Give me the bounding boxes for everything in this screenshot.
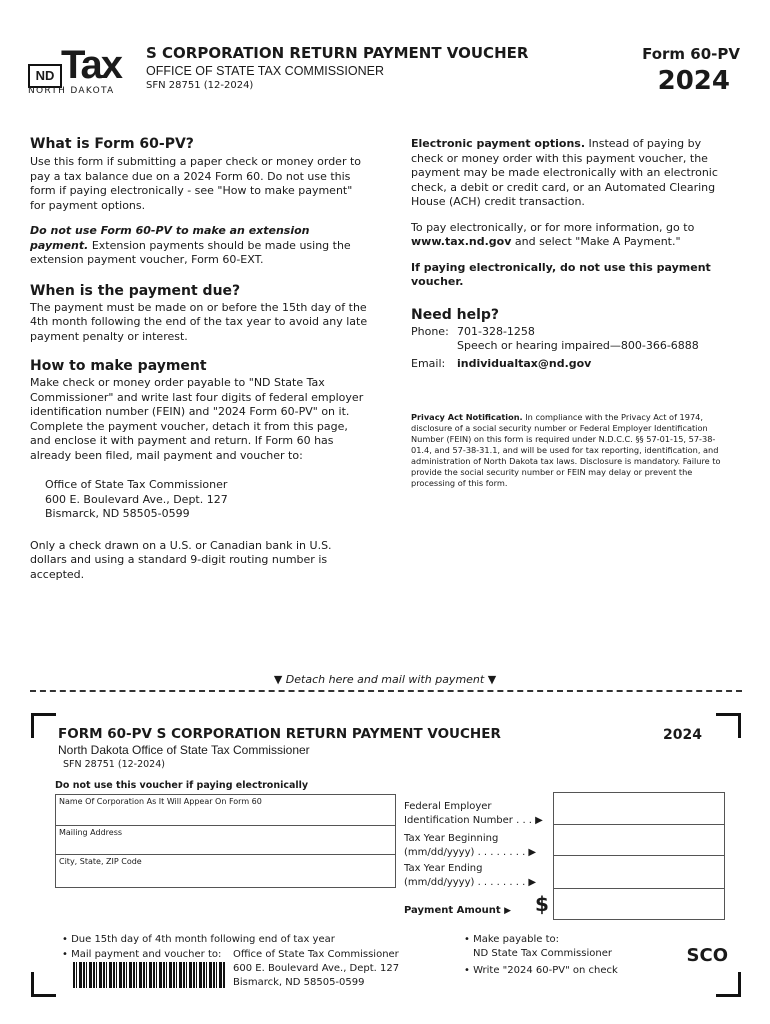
dollar-sign: $ xyxy=(535,892,549,916)
instructions-left-column xyxy=(30,136,370,582)
when-body: The payment must be made on or before the 15th day of the 4th month following the end of the tax year to avoid any late payment penalty or interest. xyxy=(30,300,368,343)
email-link[interactable]: individualtax@nd.gov xyxy=(457,356,592,370)
fein-label xyxy=(404,800,543,828)
pay-online-note xyxy=(411,221,736,250)
electronic-warning: If paying electronically, do not use this payment voucher. xyxy=(411,260,711,288)
address-line: 600 E. Boulevard Ave., Dept. 127 xyxy=(45,492,228,506)
voucher-sfn: SFN 28751 (12-2024) xyxy=(63,759,165,770)
pay-online-post: and select "Make A Payment." xyxy=(511,235,681,248)
crop-mark-bottom-left xyxy=(31,972,56,997)
extension-bold: Do not use Form 60-PV to make an extension payment. xyxy=(30,224,310,252)
begin-label-line: (mm/dd/yyyy) . . . . . . . . ▶ xyxy=(404,847,537,858)
pay-online-pre: To pay electronically, or for more information, go to xyxy=(411,220,695,234)
fein-input[interactable] xyxy=(553,792,724,823)
payable-line: ND State Tax Commissioner xyxy=(473,948,612,959)
fein-label-line: Identification Number . . . ▶ xyxy=(404,815,543,826)
voucher-office: North Dakota Office of State Tax Commissioner xyxy=(58,743,310,757)
address-line: Office of State Tax Commissioner xyxy=(45,478,228,491)
tax-year-ending-input[interactable] xyxy=(553,855,724,887)
mail-to-note: • Mail payment and voucher to: xyxy=(62,949,222,960)
form-title: S CORPORATION RETURN PAYMENT VOUCHER xyxy=(146,44,529,62)
bank-note: Only a check drawn on a U.S. or Canadian bank in U.S. dollars and using a standard 9-digit routing number is accepted. xyxy=(30,538,332,581)
address-line: Office of State Tax Commissioner xyxy=(233,949,399,960)
address-line: Bismarck, ND 58505-0599 xyxy=(45,507,190,520)
voucher-title: FORM 60-PV S CORPORATION RETURN PAYMENT VOUCHER xyxy=(58,726,501,742)
email-row xyxy=(411,357,736,372)
barcode xyxy=(73,962,225,988)
end-label-line: Tax Year Ending xyxy=(404,863,483,874)
voucher-mailing-address xyxy=(233,948,399,990)
detach-dashed-line xyxy=(30,690,742,692)
crop-mark-top-left xyxy=(31,713,56,738)
nd-tax-logo xyxy=(28,44,123,96)
logo-nd-mark: ND xyxy=(28,64,62,88)
how-body: Make check or money order payable to "ND State Tax Commissioner" and write last four digits of federal employer identification number (FEIN) and "2024 Form 60-PV" on it. Complete the payment voucher, detach it from this page, and enclose it with payment and return. If Form 60 has already been filed, mail payment and voucher to: xyxy=(30,376,364,462)
extension-body: Extension payments should be made using the extension payment voucher, Form 60-EXT. xyxy=(30,238,351,266)
logo-state-name: NORTH DAKOTA xyxy=(28,86,115,96)
privacy-body: In compliance with the Privacy Act of 1974, disclosure of a social security number or Federal Employer Identification Number (FEIN) on this form is required under N.D.C.C. §§ 57-01-15, 57-38-01.4, and 57-38-31.1, and will be used for tax reporting, identification, and administration of North Dakota tax laws. Disclosure is mandatory. Failure to provide the social security number or FEIN may delay or prevent the processing of this form. xyxy=(411,412,721,488)
phone-label: Phone: xyxy=(411,324,449,338)
phone-number: 701-328-1258 xyxy=(457,324,535,338)
electronic-body: Instead of paying by check or money order with this payment voucher, the payment may be made electronically with an electronic check, a debit or credit card, or an Automated Clearing House (ACH) credit transaction. xyxy=(411,137,718,208)
crop-mark-bottom-right xyxy=(716,972,741,997)
payment-amount-text: Payment Amount xyxy=(404,905,501,916)
contact-info xyxy=(411,325,736,372)
corporation-name-label: Name Of Corporation As It Will Appear On Form 60 xyxy=(59,797,262,806)
privacy-bold: Privacy Act Notification. xyxy=(411,412,523,422)
payment-amount-input[interactable] xyxy=(553,888,724,918)
what-heading: What is Form 60-PV? xyxy=(30,136,194,152)
help-heading: Need help? xyxy=(411,306,500,323)
when-heading: When is the payment due? xyxy=(30,282,241,299)
address-line: Bismarck, ND 58505-0599 xyxy=(233,977,365,988)
how-heading: How to make payment xyxy=(30,358,207,374)
due-date-note: • Due 15th day of 4th month following end of tax year xyxy=(62,934,335,945)
payment-amount-label xyxy=(404,904,511,918)
write-on-check-note: • Write "2024 60-PV" on check xyxy=(464,965,618,976)
tax-year-ending-label xyxy=(404,862,536,890)
tax-year-beginning-label xyxy=(404,832,536,860)
mailing-address-label: Mailing Address xyxy=(59,828,123,837)
speech-hearing-number: Speech or hearing impaired—800-366-6888 xyxy=(457,339,699,352)
tax-website-link[interactable]: www.tax.nd.gov xyxy=(411,235,512,248)
payable-line: • Make payable to: xyxy=(464,934,559,945)
address-line: 600 E. Boulevard Ave., Dept. 127 xyxy=(233,963,400,974)
email-label: Email: xyxy=(411,356,446,370)
city-state-zip-field[interactable] xyxy=(55,854,396,888)
voucher-code: SCO xyxy=(686,945,728,966)
extension-note xyxy=(30,224,370,268)
voucher-year: 2024 xyxy=(663,727,702,743)
voucher-electronic-warning: Do not use this voucher if paying electronically xyxy=(55,780,309,791)
corporation-name-field[interactable] xyxy=(55,794,396,828)
crop-mark-top-right xyxy=(716,713,741,738)
form-label: Form 60-PV xyxy=(642,45,740,63)
electronic-options xyxy=(411,137,736,210)
office-name: OFFICE OF STATE TAX COMMISSIONER xyxy=(146,64,384,78)
payable-to-note xyxy=(464,933,612,961)
arrow-right-icon: ▶ xyxy=(504,906,512,916)
logo-tax-mark: Tax xyxy=(61,43,121,87)
end-label-line: (mm/dd/yyyy) . . . . . . . . ▶ xyxy=(404,877,537,888)
mailing-address-field[interactable] xyxy=(55,825,396,857)
mailing-address xyxy=(45,478,370,522)
tax-year-beginning-input[interactable] xyxy=(553,824,724,854)
what-body: Use this form if submitting a paper check or money order to pay a tax balance due on a 2024 Form 60. Do not use this form if paying electronically - see "How to make payment" for payment options. xyxy=(30,155,362,212)
speech-row xyxy=(411,339,736,354)
detach-instruction: ▼ Detach here and mail with payment ▼ xyxy=(273,673,497,686)
sfn-number: SFN 28751 (12-2024) xyxy=(146,80,254,91)
city-state-zip-label: City, State, ZIP Code xyxy=(59,857,142,866)
phone-row xyxy=(411,325,736,340)
privacy-notice xyxy=(411,412,736,489)
begin-label-line: Tax Year Beginning xyxy=(404,833,499,844)
electronic-bold: Electronic payment options. xyxy=(411,137,586,150)
tax-year: 2024 xyxy=(657,66,730,96)
instructions-right-column xyxy=(411,137,736,497)
fein-label-line: Federal Employer xyxy=(404,801,492,812)
